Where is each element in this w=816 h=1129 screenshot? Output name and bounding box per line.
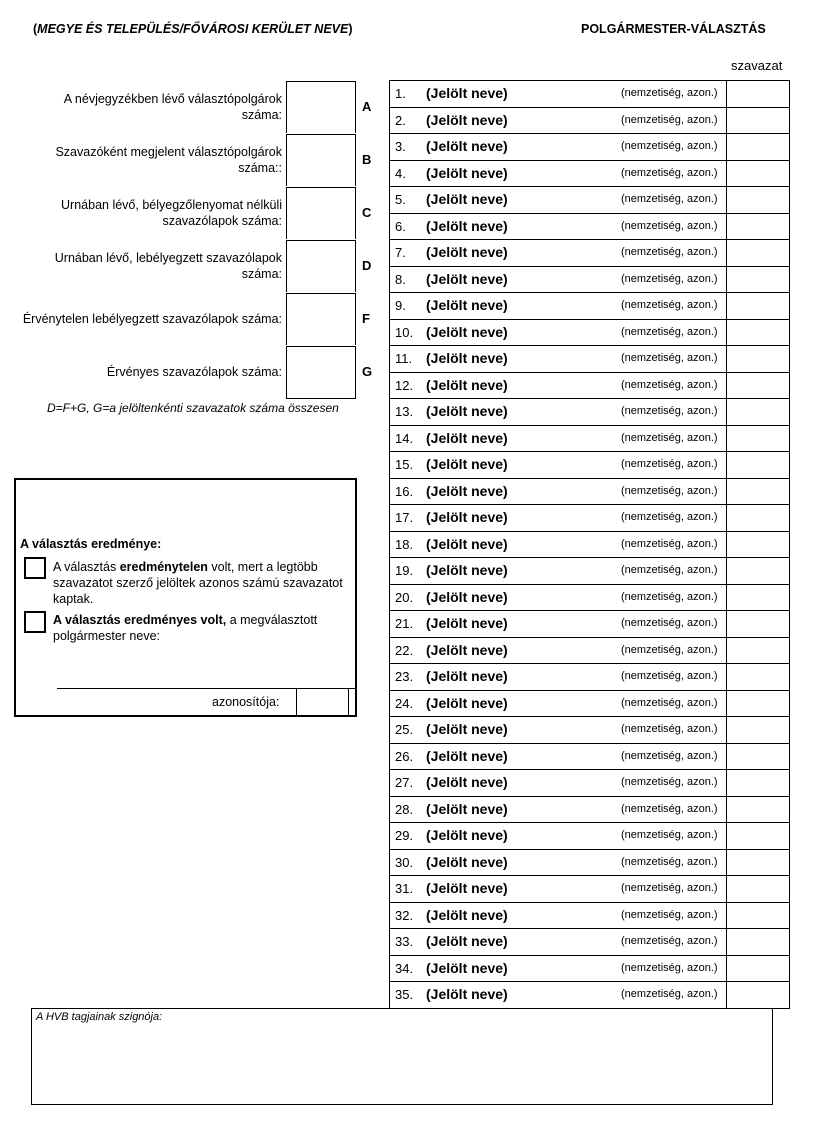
candidate-name: (Jelölt neve) (426, 986, 508, 1002)
candidate-row (390, 373, 789, 400)
vote-count-field[interactable] (726, 691, 790, 717)
candidate-row (390, 426, 789, 453)
candidate-name: (Jelölt neve) (426, 668, 508, 684)
candidate-note: (nemzetiség, azon.) (621, 511, 718, 523)
stat-value-field[interactable] (286, 187, 356, 239)
candidate-note: (nemzetiség, azon.) (621, 405, 718, 417)
candidate-name: (Jelölt neve) (426, 85, 508, 101)
candidate-number: 15. (395, 457, 414, 472)
candidate-note: (nemzetiség, azon.) (621, 855, 718, 868)
stat-letter: D (362, 258, 372, 273)
successful-text: A választás eredményes volt, a megválasztott polgármester neve: (53, 613, 318, 643)
stat-value-field[interactable] (286, 134, 356, 186)
candidate-row (390, 320, 789, 347)
vote-count-field[interactable] (726, 717, 790, 743)
candidate-row (390, 452, 789, 479)
candidate-note: (nemzetiség, azon.) (621, 484, 718, 497)
candidate-note: (nemzetiség, azon.) (621, 590, 718, 603)
candidate-note: (nemzetiség, azon.) (621, 140, 718, 152)
candidate-row (390, 187, 789, 214)
stat-value-field[interactable] (286, 240, 356, 292)
candidate-note: (nemzetiség, azon.) (621, 246, 718, 258)
vote-count-field[interactable] (726, 638, 790, 664)
candidate-name: (Jelölt neve) (426, 880, 508, 896)
candidate-row (390, 240, 789, 267)
result-title: A választás eredménye: (20, 537, 162, 551)
candidate-name: (Jelölt neve) (426, 429, 508, 446)
candidate-note: (nemzetiség, azon.) (621, 643, 718, 656)
vote-count-field[interactable] (726, 373, 790, 399)
candidate-number: 10. (395, 324, 414, 340)
candidate-name: (Jelölt neve) (426, 959, 508, 976)
vote-count-field[interactable] (726, 770, 790, 796)
candidate-number: 31. (395, 881, 414, 896)
stat-label-line: száma: (241, 267, 282, 281)
candidate-note: (nemzetiség, azon.) (621, 802, 718, 815)
stat-value-field[interactable] (286, 293, 356, 345)
county-settlement-title: (MEGYE ÉS TELEPÜLÉS/FŐVÁROSI KERÜLET NEVE) (33, 22, 353, 36)
candidate-number: 14. (395, 430, 414, 446)
formula-note: D=F+G, G=a jelöltenkénti szavazatok száma összesen (47, 401, 339, 415)
stat-label-line: Szavazóként megjelent választópolgárok (55, 145, 282, 159)
candidate-name: (Jelölt neve) (426, 111, 508, 128)
candidate-note: (nemzetiség, azon.) (621, 299, 718, 311)
candidate-note: (nemzetiség, azon.) (621, 431, 718, 444)
candidate-number: 18. (395, 536, 414, 552)
candidate-number: 22. (395, 642, 414, 658)
vote-count-field[interactable] (726, 929, 790, 955)
candidate-row (390, 638, 789, 665)
candidate-name: (Jelölt neve) (426, 403, 508, 419)
candidate-name: (Jelölt neve) (426, 641, 508, 658)
candidate-row (390, 823, 789, 850)
candidate-row (390, 850, 789, 877)
candidate-number: 3. (395, 139, 406, 154)
unsuccessful-checkbox[interactable] (24, 557, 46, 579)
candidate-table (389, 80, 790, 1009)
candidate-note: (nemzetiség, azon.) (621, 988, 718, 1000)
candidate-row (390, 293, 789, 320)
stat-label-line: Érvényes szavazólapok száma: (106, 365, 282, 379)
vote-count-field[interactable] (726, 81, 790, 107)
candidate-number: 28. (395, 801, 414, 817)
candidate-row (390, 585, 789, 612)
candidate-row (390, 479, 789, 506)
candidate-number: 24. (395, 695, 414, 711)
candidate-note: (nemzetiség, azon.) (621, 166, 718, 179)
stat-label-line: Érvénytelen lebélyegzett szavazólapok száma: (22, 312, 282, 326)
vote-count-field[interactable] (726, 797, 790, 823)
stat-label-line: száma: (241, 108, 282, 122)
candidate-note: (nemzetiség, azon.) (621, 935, 718, 947)
candidate-row (390, 929, 789, 956)
candidate-note: (nemzetiség, azon.) (621, 272, 718, 285)
stat-label (12, 144, 282, 176)
candidate-note: (nemzetiség, azon.) (621, 537, 718, 550)
stat-label (12, 364, 282, 380)
candidate-name: (Jelölt neve) (426, 827, 508, 843)
candidate-row (390, 956, 789, 983)
candidate-row (390, 214, 789, 241)
vote-count-field[interactable] (726, 876, 790, 902)
candidate-note: (nemzetiség, azon.) (621, 776, 718, 788)
candidate-name: (Jelölt neve) (426, 615, 508, 631)
vote-count-field[interactable] (726, 558, 790, 584)
vote-count-field[interactable] (726, 744, 790, 770)
candidate-number: 7. (395, 245, 406, 260)
candidate-number: 23. (395, 669, 414, 684)
candidate-row (390, 399, 789, 426)
stat-letter: C (362, 205, 372, 220)
candidate-number: 30. (395, 854, 414, 870)
candidate-number: 16. (395, 483, 414, 499)
stat-value-field[interactable] (286, 346, 356, 399)
vote-count-field[interactable] (726, 479, 790, 505)
candidate-number: 9. (395, 298, 406, 313)
candidate-row (390, 505, 789, 532)
stat-label-line: száma:: (238, 161, 282, 175)
stat-label (12, 197, 282, 229)
candidate-name: (Jelölt neve) (426, 588, 508, 605)
vote-count-field[interactable] (726, 585, 790, 611)
candidate-name: (Jelölt neve) (426, 297, 508, 313)
candidate-number: 1. (395, 86, 406, 101)
candidate-number: 8. (395, 271, 406, 287)
candidate-name: (Jelölt neve) (426, 244, 508, 260)
candidate-number: 5. (395, 192, 406, 207)
id-field[interactable] (296, 688, 349, 716)
candidate-number: 17. (395, 510, 414, 525)
candidate-name: (Jelölt neve) (426, 456, 508, 472)
candidate-name: (Jelölt neve) (426, 376, 508, 393)
candidate-note: (nemzetiség, azon.) (621, 378, 718, 391)
candidate-row (390, 876, 789, 903)
candidate-note: (nemzetiség, azon.) (621, 113, 718, 126)
candidate-name: (Jelölt neve) (426, 800, 508, 817)
candidate-note: (nemzetiség, azon.) (621, 564, 718, 576)
stat-letter: A (362, 99, 372, 114)
candidate-number: 19. (395, 563, 414, 578)
candidate-number: 21. (395, 616, 414, 631)
candidate-number: 2. (395, 112, 406, 128)
stat-label (12, 311, 282, 327)
candidate-name: (Jelölt neve) (426, 323, 508, 340)
candidate-number: 13. (395, 404, 414, 419)
candidate-row (390, 346, 789, 373)
candidate-row (390, 691, 789, 718)
vote-count-field[interactable] (726, 108, 790, 134)
candidate-row (390, 744, 789, 771)
candidate-note: (nemzetiség, azon.) (621, 723, 718, 735)
candidate-number: 11. (395, 351, 413, 366)
candidate-row (390, 664, 789, 691)
vote-count-field[interactable] (726, 267, 790, 293)
candidate-note: (nemzetiség, azon.) (621, 617, 718, 629)
candidate-number: 4. (395, 165, 406, 181)
candidate-number: 12. (395, 377, 414, 393)
vote-count-field[interactable] (726, 240, 790, 266)
stat-letter: F (362, 311, 370, 326)
vote-count-field[interactable] (726, 134, 790, 160)
vote-count-field[interactable] (726, 611, 790, 637)
stat-label (12, 91, 282, 123)
signature-label: A HVB tagjainak szignója: (36, 1011, 163, 1023)
stat-value-field[interactable] (286, 81, 356, 133)
candidate-name: (Jelölt neve) (426, 270, 508, 287)
candidate-note: (nemzetiség, azon.) (621, 87, 718, 99)
vote-count-field[interactable] (726, 293, 790, 319)
vote-count-field[interactable] (726, 664, 790, 690)
candidate-row (390, 108, 789, 135)
candidate-number: 33. (395, 934, 414, 949)
unsuccessful-text: A választás eredménytelen volt, mert a legtöbb szavazatot szerző jelöltek azonos számú szavazatot kaptak. (53, 560, 343, 606)
vote-count-field[interactable] (726, 426, 790, 452)
candidate-row (390, 267, 789, 294)
vote-count-field[interactable] (726, 903, 790, 929)
candidate-name: (Jelölt neve) (426, 350, 508, 366)
candidate-row (390, 717, 789, 744)
candidate-name: (Jelölt neve) (426, 694, 508, 711)
candidate-name: (Jelölt neve) (426, 509, 508, 525)
candidate-note: (nemzetiség, azon.) (621, 696, 718, 709)
candidate-name: (Jelölt neve) (426, 562, 508, 578)
stat-label-line: A névjegyzékben lévő választópolgárok (63, 92, 282, 106)
candidate-note: (nemzetiség, azon.) (621, 961, 718, 974)
candidate-note: (nemzetiség, azon.) (621, 882, 718, 894)
candidate-name: (Jelölt neve) (426, 138, 508, 154)
candidate-name: (Jelölt neve) (426, 482, 508, 499)
candidate-row (390, 532, 789, 559)
candidate-note: (nemzetiség, azon.) (621, 829, 718, 841)
candidate-note: (nemzetiség, azon.) (621, 908, 718, 921)
candidate-number: 20. (395, 589, 414, 605)
candidate-note: (nemzetiség, azon.) (621, 219, 718, 232)
vote-count-field[interactable] (726, 187, 790, 213)
stat-label-line: szavazólapok száma: (162, 214, 282, 228)
candidate-note: (nemzetiség, azon.) (621, 325, 718, 338)
candidate-number: 26. (395, 748, 414, 764)
candidate-row (390, 982, 789, 1009)
vote-count-field[interactable] (726, 505, 790, 531)
candidate-name: (Jelölt neve) (426, 747, 508, 764)
vote-count-field[interactable] (726, 532, 790, 558)
candidate-row (390, 611, 789, 638)
vote-count-field[interactable] (726, 214, 790, 240)
candidate-number: 25. (395, 722, 414, 737)
election-type-title: POLGÁRMESTER-VÁLASZTÁS (581, 22, 766, 36)
candidate-note: (nemzetiség, azon.) (621, 749, 718, 762)
stat-label-line: Urnában lévő, bélyegzőlenyomat nélküli (61, 198, 282, 212)
candidate-number: 34. (395, 960, 414, 976)
vote-count-field[interactable] (726, 320, 790, 346)
candidate-row (390, 797, 789, 824)
candidate-number: 35. (395, 987, 414, 1002)
vote-count-field[interactable] (726, 399, 790, 425)
candidate-name: (Jelölt neve) (426, 774, 508, 790)
candidate-number: 6. (395, 218, 406, 234)
candidate-note: (nemzetiség, azon.) (621, 352, 718, 364)
vote-count-field[interactable] (726, 161, 790, 187)
candidate-row (390, 81, 789, 108)
vote-count-field[interactable] (726, 850, 790, 876)
vote-count-field[interactable] (726, 346, 790, 372)
candidate-note: (nemzetiség, azon.) (621, 458, 718, 470)
candidate-row (390, 134, 789, 161)
candidate-row (390, 161, 789, 188)
candidate-name: (Jelölt neve) (426, 933, 508, 949)
candidate-name: (Jelölt neve) (426, 164, 508, 181)
candidate-row (390, 903, 789, 930)
candidate-row (390, 558, 789, 585)
stat-label (12, 250, 282, 282)
candidate-name: (Jelölt neve) (426, 906, 508, 923)
stat-letter: G (362, 364, 373, 379)
id-label: azonosítója: (212, 695, 280, 709)
candidate-name: (Jelölt neve) (426, 191, 508, 207)
vote-count-field[interactable] (726, 956, 790, 982)
candidate-note: (nemzetiség, azon.) (621, 670, 718, 682)
candidate-number: 32. (395, 907, 414, 923)
votes-column-header: szavazat (731, 58, 783, 73)
vote-count-field[interactable] (726, 823, 790, 849)
candidate-note: (nemzetiség, azon.) (621, 193, 718, 205)
candidate-name: (Jelölt neve) (426, 853, 508, 870)
candidate-name: (Jelölt neve) (426, 721, 508, 737)
candidate-row (390, 770, 789, 797)
stat-letter: B (362, 152, 372, 167)
vote-count-field[interactable] (726, 982, 790, 1008)
candidate-number: 27. (395, 775, 414, 790)
successful-checkbox[interactable] (24, 611, 46, 633)
vote-count-field[interactable] (726, 452, 790, 478)
stat-label-line: Urnában lévő, lebélyegzett szavazólapok (54, 251, 282, 265)
candidate-number: 29. (395, 828, 414, 843)
candidate-name: (Jelölt neve) (426, 535, 508, 552)
candidate-name: (Jelölt neve) (426, 217, 508, 234)
